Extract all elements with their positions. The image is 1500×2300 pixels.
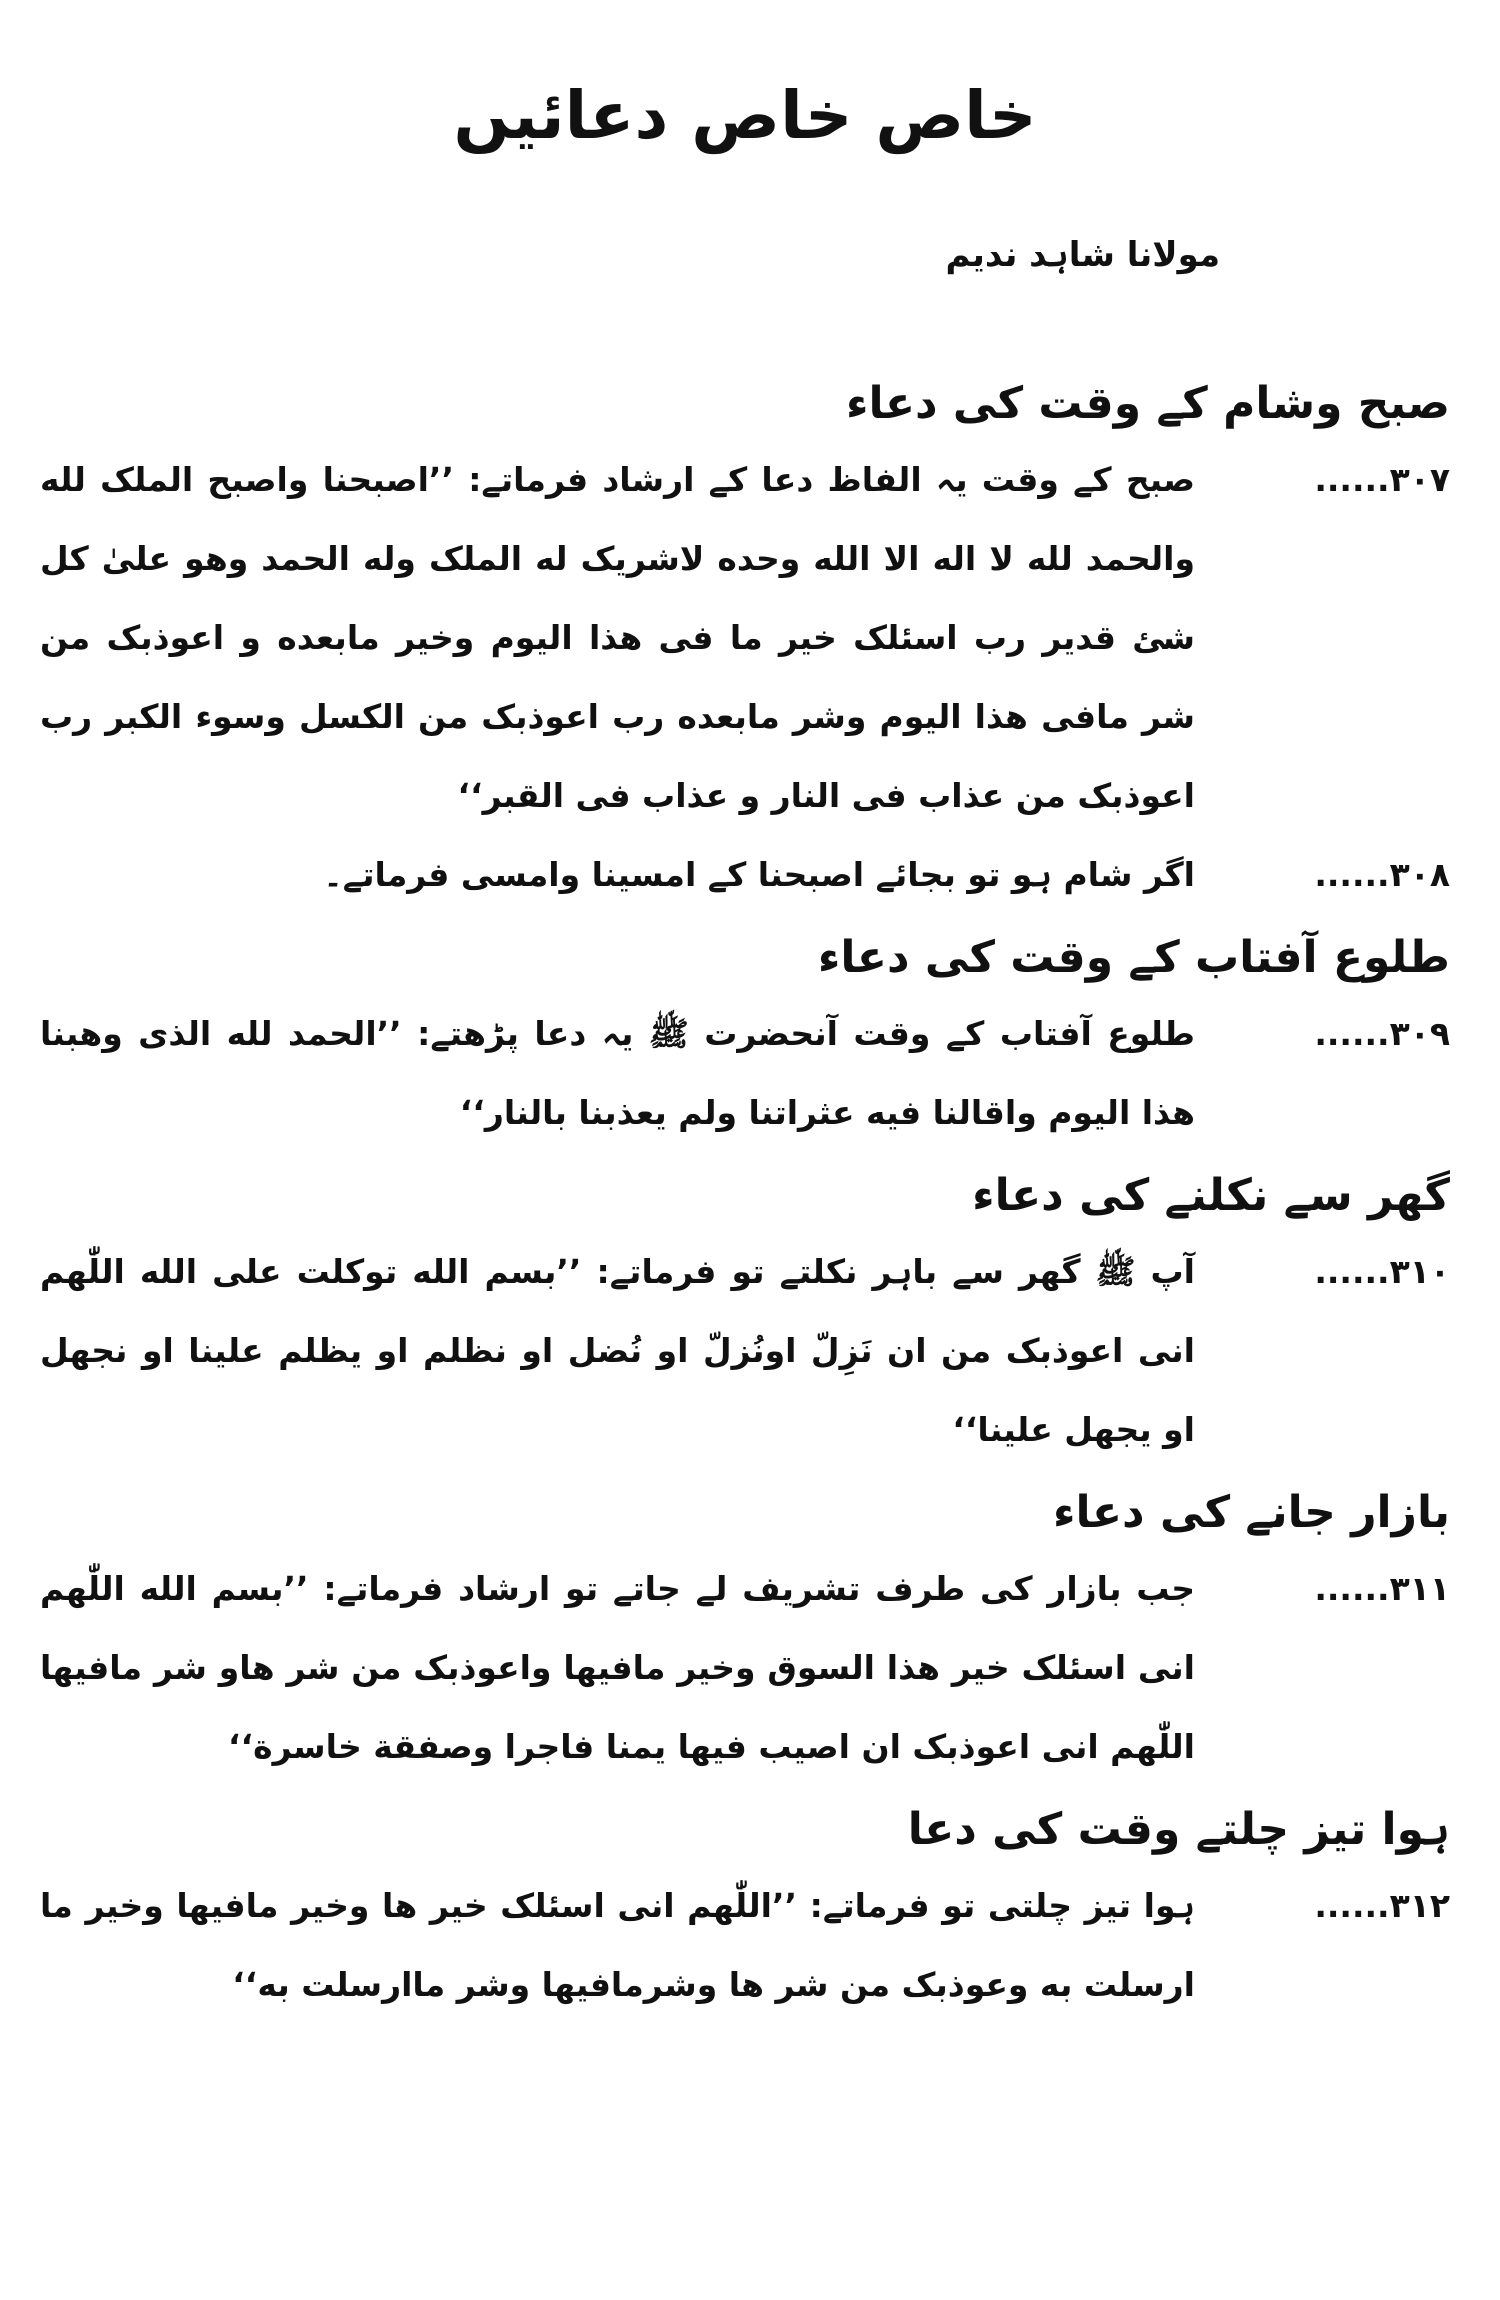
page-title: خاص خاص دعائیں xyxy=(453,77,1037,154)
dua-entry-312 xyxy=(40,1866,1450,2024)
entry-text: آپ ﷺ گھر سے باہر نکلتے تو فرماتے: ’’بسم الله توکلت علی الله اللّٰهم انی اعوذبک من ان نَزِلّ اونُزلّ او نُضل او نظلم او یظلم علینا او نجهل او یجهل علینا‘‘ xyxy=(40,1251,1195,1449)
sections xyxy=(40,360,1450,2024)
section-heading: طلوع آفتاب کے وقت کی دعاء xyxy=(817,931,1450,983)
entry-text: جب بازار کی طرف تشریف لے جاتے تو ارشاد فرماتے: ’’بسم الله اللّٰهم انی اسئلک خیر هذا السوق وخیر مافیها واعوذبک من شر هاو شر مافیها اللّٰهم انی اعوذبک ان اصیب فیها یمنا فاجرا وصفقة خاسرة‘‘ xyxy=(40,1568,1195,1766)
section-strong-wind-dua xyxy=(40,1786,1450,2024)
dua-entry-307 xyxy=(40,440,1450,835)
section-heading: گھر سے نکلنے کی دعاء xyxy=(972,1169,1450,1221)
entry-text: طلوع آفتاب کے وقت آنحضرت ﷺ یہ دعا پڑھتے: ’’الحمد لله الذی وهبنا هذا الیوم واقالنا فیه عثراتنا ولم یعذبنا بالنار‘‘ xyxy=(40,1013,1195,1132)
entry-text: ہوا تیز چلتی تو فرماتے: ’’اللّٰهم انی اسئلک خیر ها وخیر مافیها وخیر ما ارسلت به وعوذبک من شر ها وشرمافیها وشر ماارسلت به‘‘ xyxy=(40,1885,1195,2004)
entry-number: ۳۱۰...... xyxy=(1314,1251,1450,1291)
entry-number: ۳۰۹...... xyxy=(1314,1013,1450,1053)
author-name: مولانا شاہد ندیم xyxy=(945,235,1220,276)
entry-number: ۳۱۱...... xyxy=(1314,1568,1450,1608)
section-market-dua xyxy=(40,1469,1450,1786)
dua-entry-311 xyxy=(40,1549,1450,1786)
dua-entry-309 xyxy=(40,994,1450,1152)
section-sunrise-dua xyxy=(40,914,1450,1152)
entry-text: اگر شام ہو تو بجائے اصبحنا کے امسینا وامسی فرماتے۔ xyxy=(323,854,1195,894)
entry-text: صبح کے وقت یہ الفاظ دعا کے ارشاد فرماتے: ’’اصبحنا واصبح الملک لله والحمد لله لا اله الا الله وحده لاشریک له الملک وله الحمد وهو علیٰ کل شئ قدیر رب اسئلک خیر ما فی هذا الیوم وخیر مابعده و اعوذبک من شر مافی هذا الیوم وشر مابعده رب اعوذبک من الکسل وسوء الکبر رب اعوذبک من عذاب فی النار و عذاب فی القبر‘‘ xyxy=(40,459,1195,815)
section-heading: ہوا تیز چلتے وقت کی دعا xyxy=(907,1803,1450,1855)
section-heading: صبح وشام کے وقت کی دعاء xyxy=(845,377,1450,429)
entry-number: ۳۰۸...... xyxy=(1314,854,1450,894)
entry-number: ۳۱۲...... xyxy=(1314,1885,1450,1925)
section-morning-evening-dua xyxy=(40,360,1450,914)
section-leaving-home-dua xyxy=(40,1152,1450,1469)
dua-entry-310 xyxy=(40,1232,1450,1469)
section-heading: بازار جانے کی دعاء xyxy=(1052,1486,1450,1538)
dua-entry-308 xyxy=(40,835,1450,914)
entry-number: ۳۰۷...... xyxy=(1314,459,1450,499)
